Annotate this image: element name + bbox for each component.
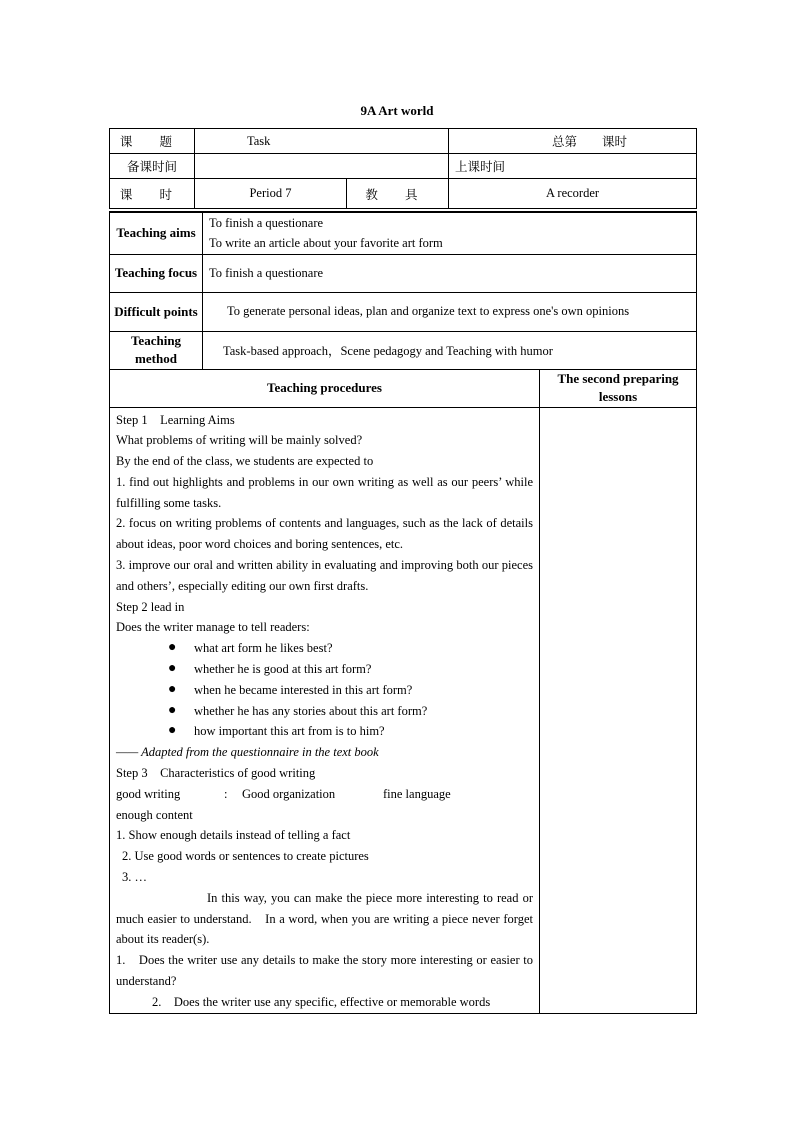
list-item: ● when he became interested in this art form?: [168, 680, 533, 701]
aims-label: Teaching aims: [110, 212, 203, 254]
question-bullet-list: [116, 638, 533, 742]
period-value: Period 7: [195, 179, 347, 209]
list-item: ● what art form he likes best?: [168, 638, 533, 659]
period-label: 课 时: [110, 179, 195, 209]
review-question-1: 1. Does the writer use any details to make the story more interesting or easier to understand?: [116, 953, 533, 989]
step1-title: Step 1 Learning Aims: [116, 412, 235, 427]
class-time-label: 上课时间: [449, 154, 697, 179]
topic-value: Task: [195, 129, 449, 154]
aim-3: 3. improve our oral and written ability in evaluating and improving both our pieces and others’, especially editing our own first drafts.: [116, 558, 533, 593]
tip-3: 3. …: [122, 870, 147, 885]
lesson-header-table: [109, 128, 697, 209]
step2-title: Step 2 lead in: [116, 599, 185, 614]
procedures-body: [110, 407, 540, 1013]
topic-label: 课 题: [110, 129, 195, 154]
difficult-value: To generate personal ideas, plan and organize text to express one's own opinions: [203, 292, 697, 331]
list-item: ● whether he has any stories about this art form?: [168, 701, 533, 722]
procedures-header: Teaching procedures: [110, 369, 540, 407]
aims-line-2: To write an article about your favorite art form: [209, 236, 443, 251]
adapted-note: —— Adapted from the questionnaire in the text book: [116, 745, 379, 760]
list-item: ● whether he is good at this art form?: [168, 659, 533, 680]
method-value: Task-based approach，Scene pedagogy and Teaching with humor: [203, 331, 697, 369]
method-label: Teaching method: [110, 331, 203, 369]
good-writing-label: good writing: [116, 786, 181, 801]
aim-2: 2. focus on writing problems of contents and languages, such as the lack of details about ideas, poor word choices and boring sentences, etc.: [116, 516, 533, 552]
good-writing-colon: :: [224, 786, 228, 801]
prep-time-value: [195, 154, 449, 179]
list-item: ● how important this art from is to him?: [168, 721, 533, 742]
step3-title: Step 3 Characteristics of good writing: [116, 766, 316, 781]
review-question-2: 2. Does the writer use any specific, effective or memorable words: [152, 994, 491, 1009]
focus-value: To finish a questionare: [203, 254, 697, 292]
second-preparing-header: The second preparing lessons: [540, 369, 697, 407]
tip-2: 2. Use good words or sentences to create pictures: [122, 849, 369, 864]
summary-paragraph: In this way, you can make the piece more interesting to read or much easier to understand. In a word, when you are writing a piece never forget about its reader(s).: [116, 890, 533, 947]
difficult-label: Difficult points: [110, 292, 203, 331]
fine-language: fine language: [383, 786, 451, 801]
step1-intro: By the end of the class, we students are expected to: [116, 454, 374, 469]
good-writing-line: [116, 784, 533, 805]
tools-value: A recorder: [449, 179, 697, 209]
enough-content: enough content: [116, 807, 193, 822]
aims-line-1: To finish a questionare: [209, 216, 324, 231]
tip-1: 1. Show enough details instead of telling a fact: [116, 828, 351, 843]
lesson-total: 总第 课时: [449, 129, 697, 154]
second-preparing-notes: [540, 407, 697, 1013]
tools-label: 教 具: [347, 179, 449, 209]
document-title: 9A Art world: [360, 103, 434, 118]
lesson-plan-table: [109, 211, 697, 1014]
prep-time-label: 备课时间: [110, 154, 195, 179]
good-organization: Good organization: [242, 786, 336, 801]
focus-label: Teaching focus: [110, 254, 203, 292]
step1-question: What problems of writing will be mainly solved?: [116, 433, 363, 448]
step2-question: Does the writer manage to tell readers:: [116, 620, 310, 635]
aim-1: 1. find out highlights and problems in our own writing as well as our peers’ while fulfilling some tasks.: [116, 474, 533, 510]
